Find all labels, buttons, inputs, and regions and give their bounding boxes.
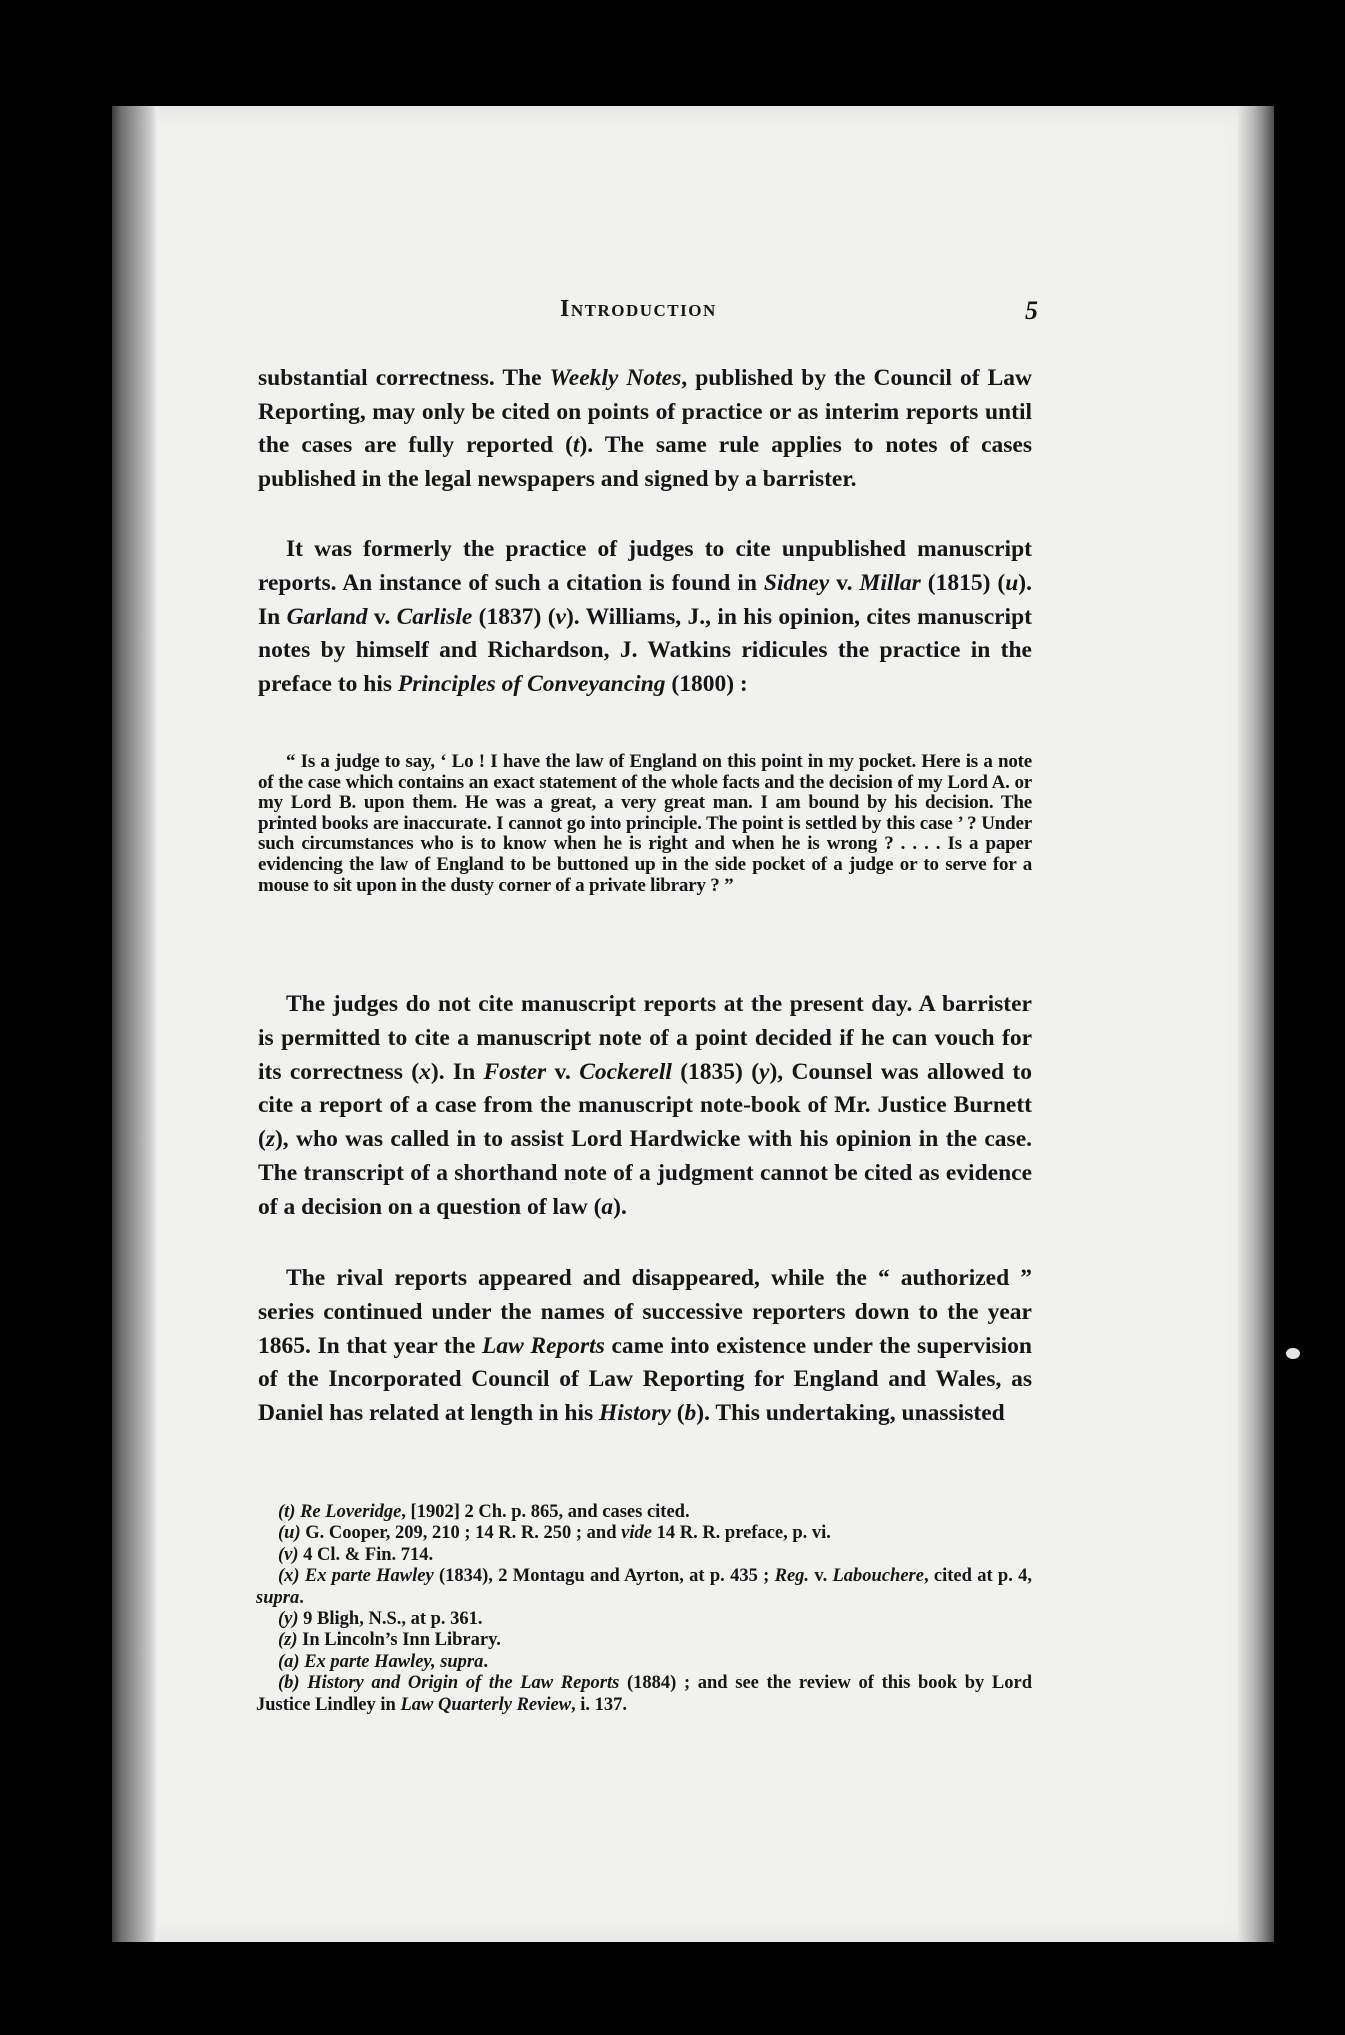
quote-text: “ Is a judge to say, ‘ Lo ! I have the law of England on this point in my pocket. Here is a note of the case which contains an exact statement of the whole facts and the decision of my Lord A. or my Lord B. upon them. He was a great, a very great man. I am bound by his decision. The printed books are inaccurate. I cannot go into principle. The point is settled by this case ’ ? Under such circumstances who is to know when he is right and when he is wrong ? . . . . Is a paper evidencing the law of England to be buttoned up in the side pocket of a judge or to serve for a mouse to sit upon in the dusty corner of a private library ? ” bbox=[258, 751, 1032, 896]
italic-run: Garland bbox=[286, 603, 368, 630]
footnote-mark: (b) bbox=[278, 1673, 300, 1694]
italic-run: u bbox=[1005, 569, 1019, 596]
footnote-b bbox=[256, 1673, 1032, 1716]
footnote-mark: (u) bbox=[278, 1523, 301, 1544]
paragraph-4 bbox=[258, 1262, 1032, 1431]
text-run: v. bbox=[546, 1058, 580, 1085]
paragraph-text bbox=[258, 988, 1032, 1225]
footnote-mark: (z) bbox=[278, 1630, 298, 1651]
block-quote bbox=[258, 752, 1032, 896]
footnote-y bbox=[256, 1609, 1032, 1630]
italic-run: Foster bbox=[483, 1058, 547, 1085]
footnote-v bbox=[256, 1545, 1032, 1566]
italic-run: History bbox=[599, 1400, 671, 1427]
footnote-mark: (y) bbox=[278, 1609, 299, 1630]
text-run: substantial correctness. The bbox=[258, 365, 550, 391]
italic-run: Carlisle bbox=[396, 603, 473, 630]
page-number: 5 bbox=[1025, 296, 1038, 325]
paragraph-2 bbox=[258, 533, 1032, 702]
italic-run: Re Loveridge bbox=[300, 1502, 402, 1522]
italic-run: Sidney bbox=[763, 569, 830, 596]
text-run: The rival reports appeared and disappeared, while the “ authorized ” series continued under the names of successive reporters down to the year 1865. In that year the bbox=[258, 1265, 1032, 1359]
italic-run: History and Origin of the Law Reports bbox=[307, 1673, 620, 1694]
footnote-mark: (t) bbox=[278, 1502, 296, 1522]
footnote-u bbox=[256, 1523, 1032, 1544]
text-run: ). This undertaking, unassisted bbox=[696, 1400, 1005, 1427]
text-run: ). The same rule applies to notes of cases published in the legal newspapers and signed by a barrister. bbox=[258, 432, 1032, 492]
footnote-mark: (x) bbox=[278, 1566, 300, 1587]
text-run: , i. 137. bbox=[571, 1694, 628, 1715]
italic-run: b bbox=[684, 1400, 697, 1427]
footnote-mark: (a) bbox=[278, 1651, 300, 1672]
text-run: v. bbox=[809, 1566, 833, 1587]
italic-run: y bbox=[759, 1058, 770, 1085]
text-run: (1815) ( bbox=[920, 569, 1006, 596]
text-run: ). Williams, J., in his opinion, cites manuscript notes by himself and Richardson, J. Watkins ridicules the practice in the preface to his bbox=[258, 603, 1032, 698]
italic-run: Law Reports bbox=[482, 1332, 605, 1359]
scan-speck bbox=[1286, 1348, 1300, 1359]
text-run: . bbox=[483, 1651, 489, 1672]
text-run: , [1902] 2 Ch. p. 865, and cases cited. bbox=[401, 1502, 690, 1522]
footnote-x bbox=[256, 1566, 1032, 1609]
italic-run: Weekly Notes bbox=[549, 365, 682, 391]
italic-run: Labouchere bbox=[832, 1566, 924, 1587]
page-gutter-shadow bbox=[112, 106, 158, 1942]
text-run: (1884) ; and see the review of this book by Lord Justice Lindley in bbox=[256, 1673, 1033, 1715]
italic-run: Principles of Conveyancing bbox=[397, 671, 666, 698]
text-run: (1835) ( bbox=[671, 1058, 760, 1085]
text-run: , cited at p. 4, bbox=[923, 1566, 1032, 1587]
italic-run: x bbox=[419, 1058, 431, 1085]
footnote-mark: (v) bbox=[278, 1544, 299, 1565]
text-run: . bbox=[299, 1587, 304, 1608]
text-run: ). In bbox=[430, 1058, 484, 1085]
italic-run: v bbox=[555, 603, 566, 630]
italic-run: Law Quarterly Review bbox=[400, 1694, 572, 1715]
header-title: Introduction bbox=[560, 296, 717, 322]
italic-run: a bbox=[601, 1193, 614, 1220]
italic-run: Ex parte Hawley, supra bbox=[304, 1651, 484, 1672]
text-run: ). bbox=[613, 1193, 627, 1220]
text-run: v. bbox=[829, 569, 860, 596]
text-run: In Lincoln’s Inn Library. bbox=[297, 1630, 501, 1651]
italic-run: supra bbox=[256, 1587, 300, 1608]
italic-run: Millar bbox=[859, 569, 921, 596]
footnote-t bbox=[256, 1502, 1032, 1523]
paragraph-text bbox=[258, 362, 1032, 496]
footnote-z bbox=[256, 1630, 1032, 1651]
text-run: 14 R. R. preface, p. vi. bbox=[651, 1523, 831, 1544]
running-head bbox=[260, 296, 1038, 336]
italic-run: Cockerell bbox=[579, 1058, 672, 1085]
text-run: , published by the Council of Law Reporting, may only be cited on points of practice or as interim reports until the cases are fully reported ( bbox=[258, 365, 1032, 459]
footnote-a bbox=[256, 1652, 1032, 1673]
italic-run: Ex parte Hawley bbox=[304, 1566, 434, 1587]
text-run: ), Counsel was allowed to cite a report of a case from the manuscript note-book of Mr. Justice Burnett ( bbox=[258, 1058, 1033, 1153]
text-run: G. Cooper, 209, 210 ; 14 R. R. 250 ; and bbox=[300, 1523, 622, 1544]
paragraph-text bbox=[258, 533, 1032, 702]
paragraph-1 bbox=[258, 362, 1032, 496]
page-edge-shadow bbox=[1238, 106, 1274, 1942]
text-run: It was formerly the practice of judges to cite unpublished manuscript reports. An instance of such a citation is found in bbox=[258, 536, 1032, 596]
paragraph-3 bbox=[258, 988, 1032, 1225]
text-run: (1834), 2 Montagu and Ayrton, at p. 435 ; bbox=[433, 1566, 775, 1587]
text-run: came into existence under the supervision of the Incorporated Council of Law Reporting for England and Wales, as Daniel has related at length in his bbox=[258, 1332, 1032, 1427]
paragraph-text bbox=[258, 1262, 1032, 1431]
text-run: 4 Cl. & Fin. 714. bbox=[298, 1544, 434, 1565]
italic-run: z bbox=[265, 1126, 275, 1153]
italic-run: t bbox=[572, 432, 580, 459]
text-run: v. bbox=[367, 603, 397, 630]
text-run: ), who was called in to assist Lord Hardwicke with his opinion in the case. The transcript of a shorthand note of a judgment cannot be cited as evidence of a decision on a question of law ( bbox=[258, 1126, 1032, 1220]
text-run: ( bbox=[670, 1400, 685, 1427]
text-run: 9 Bligh, N.S., at p. 361. bbox=[298, 1609, 483, 1630]
italic-run: Reg. bbox=[774, 1566, 810, 1587]
text-run: (1800) : bbox=[665, 671, 748, 698]
footnotes bbox=[256, 1502, 1032, 1716]
text-run: The judges do not cite manuscript reports at the present day. A barrister is permitted to cite a manuscript note of a point decided if he can vouch for its correctness ( bbox=[258, 991, 1032, 1085]
italic-run: vide bbox=[621, 1523, 652, 1544]
text-run: ). In bbox=[258, 569, 1032, 630]
text-run: (1837) ( bbox=[472, 603, 556, 630]
